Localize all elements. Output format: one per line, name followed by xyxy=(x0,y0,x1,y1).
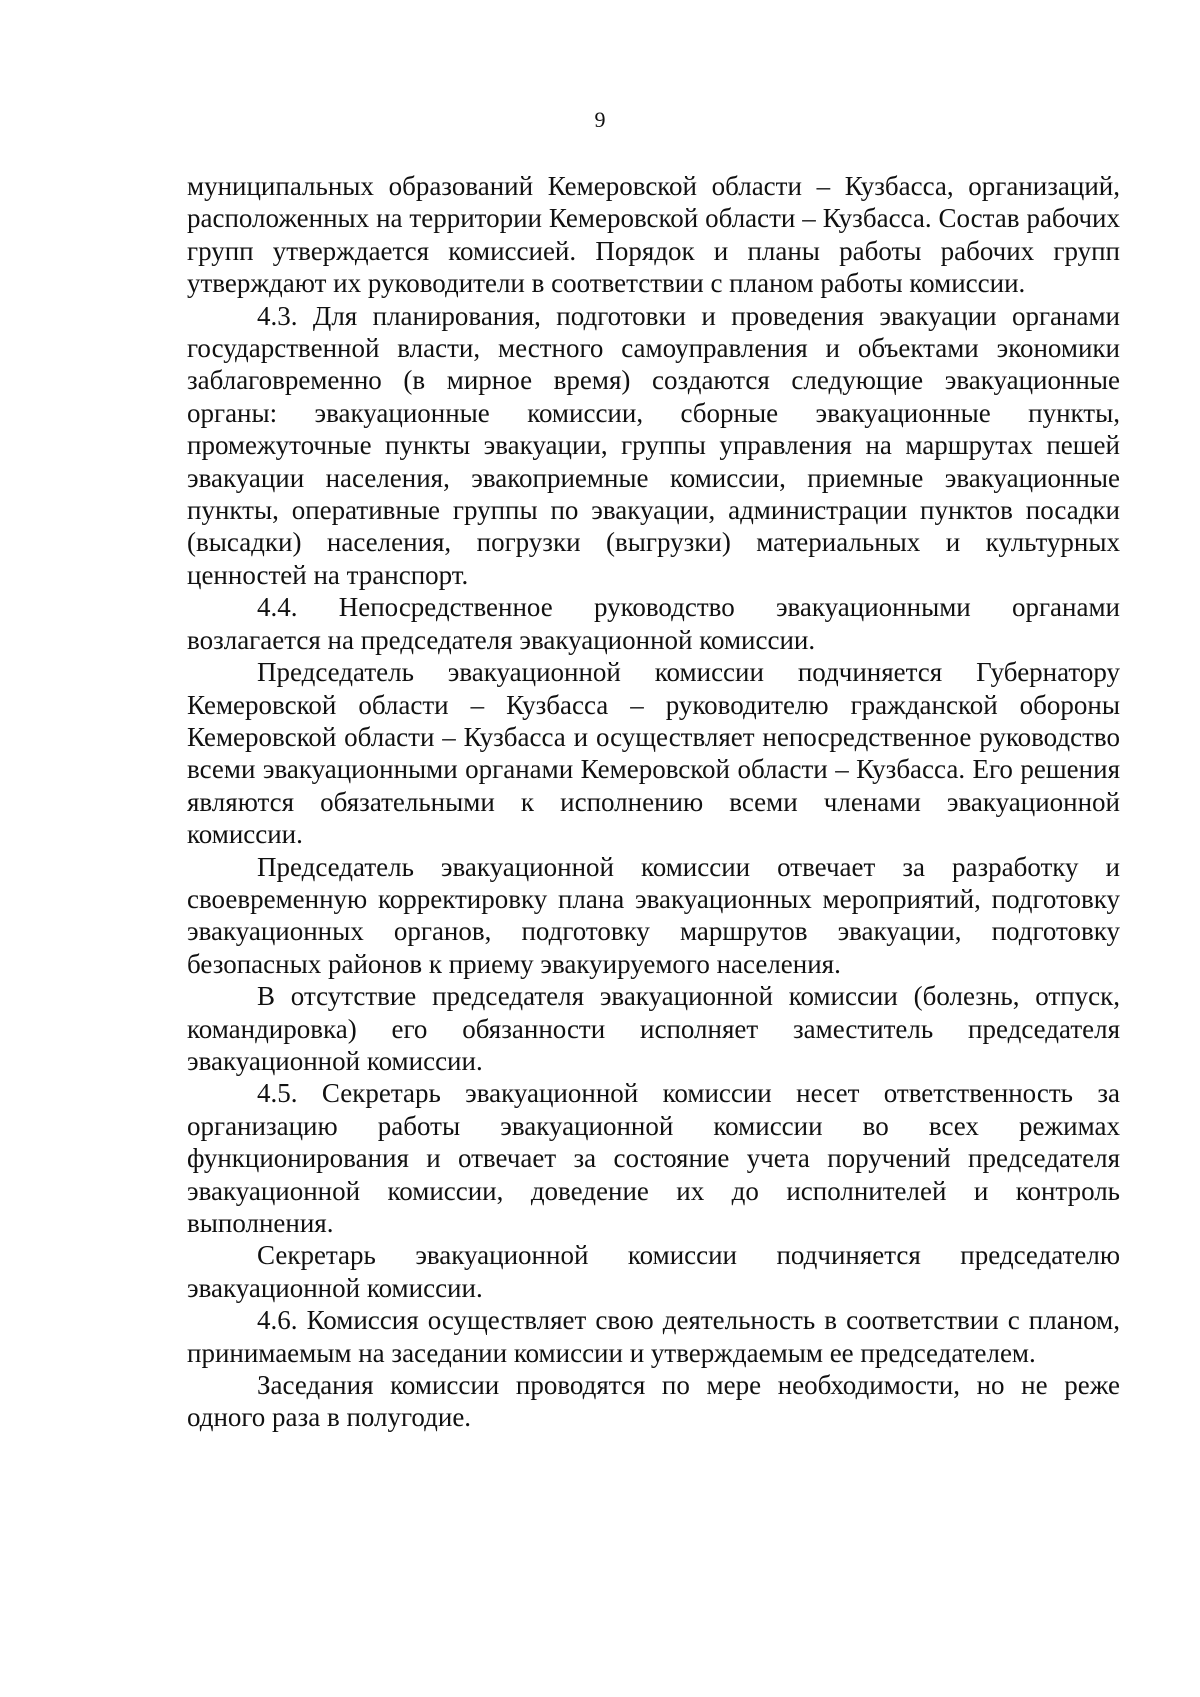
document-body xyxy=(187,170,1120,1434)
paragraph-continuation: муниципальных образований Кемеровской области – Кузбасса, организаций, расположенных на территории Кемеровской области – Кузбасса. Состав рабочих групп утверждается комиссией. Порядок и планы работы рабочих групп утверждают их руководители в соответствии с планом работы комиссии. xyxy=(187,171,1120,299)
paragraph-secretary-subordination: Секретарь эвакуационной комиссии подчиняется председателю эвакуационной комиссии. xyxy=(187,1240,1120,1303)
paragraph-4-5: 4.5. Секретарь эвакуационной комиссии несет ответственность за организацию работы эвакуационной комиссии во всех режимах функционирования и отвечает за состояние учета поручений председателя эвакуационной комиссии, доведение их до исполнителей и контроль выполнения. xyxy=(187,1078,1120,1238)
paragraph-chairman-absence: В отсутствие председателя эвакуационной комиссии (болезнь, отпуск, командировка) его обязанности исполняет заместитель председателя эвакуационной комиссии. xyxy=(187,981,1120,1076)
paragraph-meetings: Заседания комиссии проводятся по мере необходимости, но не реже одного раза в полугодие. xyxy=(187,1370,1120,1433)
paragraph-chairman-subordination: Председатель эвакуационной комиссии подчиняется Губернатору Кемеровской области – Кузбасса – руководителю гражданской обороны Кемеровской области – Кузбасса и осуществляет непосредственное руководство всеми эвакуационными органами Кемеровской области – Кузбасса. Его решения являются обязательными к исполнению всеми членами эвакуационной комиссии. xyxy=(187,657,1120,850)
page-number: 9 xyxy=(594,107,606,132)
paragraph-4-6: 4.6. Комиссия осуществляет свою деятельность в соответствии с планом, принимаемым на заседании комиссии и утверждаемым ее председателем. xyxy=(187,1305,1120,1368)
paragraph-chairman-responsibility: Председатель эвакуационной комиссии отвечает за разработку и своевременную корректировку плана эвакуационных мероприятий, подготовку эвакуационных органов, подготовку маршрутов эвакуации, подготовку безопасных районов к приему эвакуируемого населения. xyxy=(187,851,1120,979)
paragraph-4-3: 4.3. Для планирования, подготовки и проведения эвакуации органами государственной власти, местного самоуправления и объектами экономики заблаговременно (в мирное время) создаются следующие эвакуационные органы: эвакуационные комиссии, сборные эвакуационные пункты, промежуточные пункты эвакуации, группы управления на маршрутах пешей эвакуации населения, эвакоприемные комиссии, приемные эвакуационные пункты, оперативные группы по эвакуации, администрации пунктов посадки (высадки) населения, погрузки (выгрузки) материальных и культурных ценностей на транспорт. xyxy=(187,300,1120,590)
paragraph-4-4: 4.4. Непосредственное руководство эвакуационными органами возлагается на председателя эвакуационной комиссии. xyxy=(187,592,1120,655)
